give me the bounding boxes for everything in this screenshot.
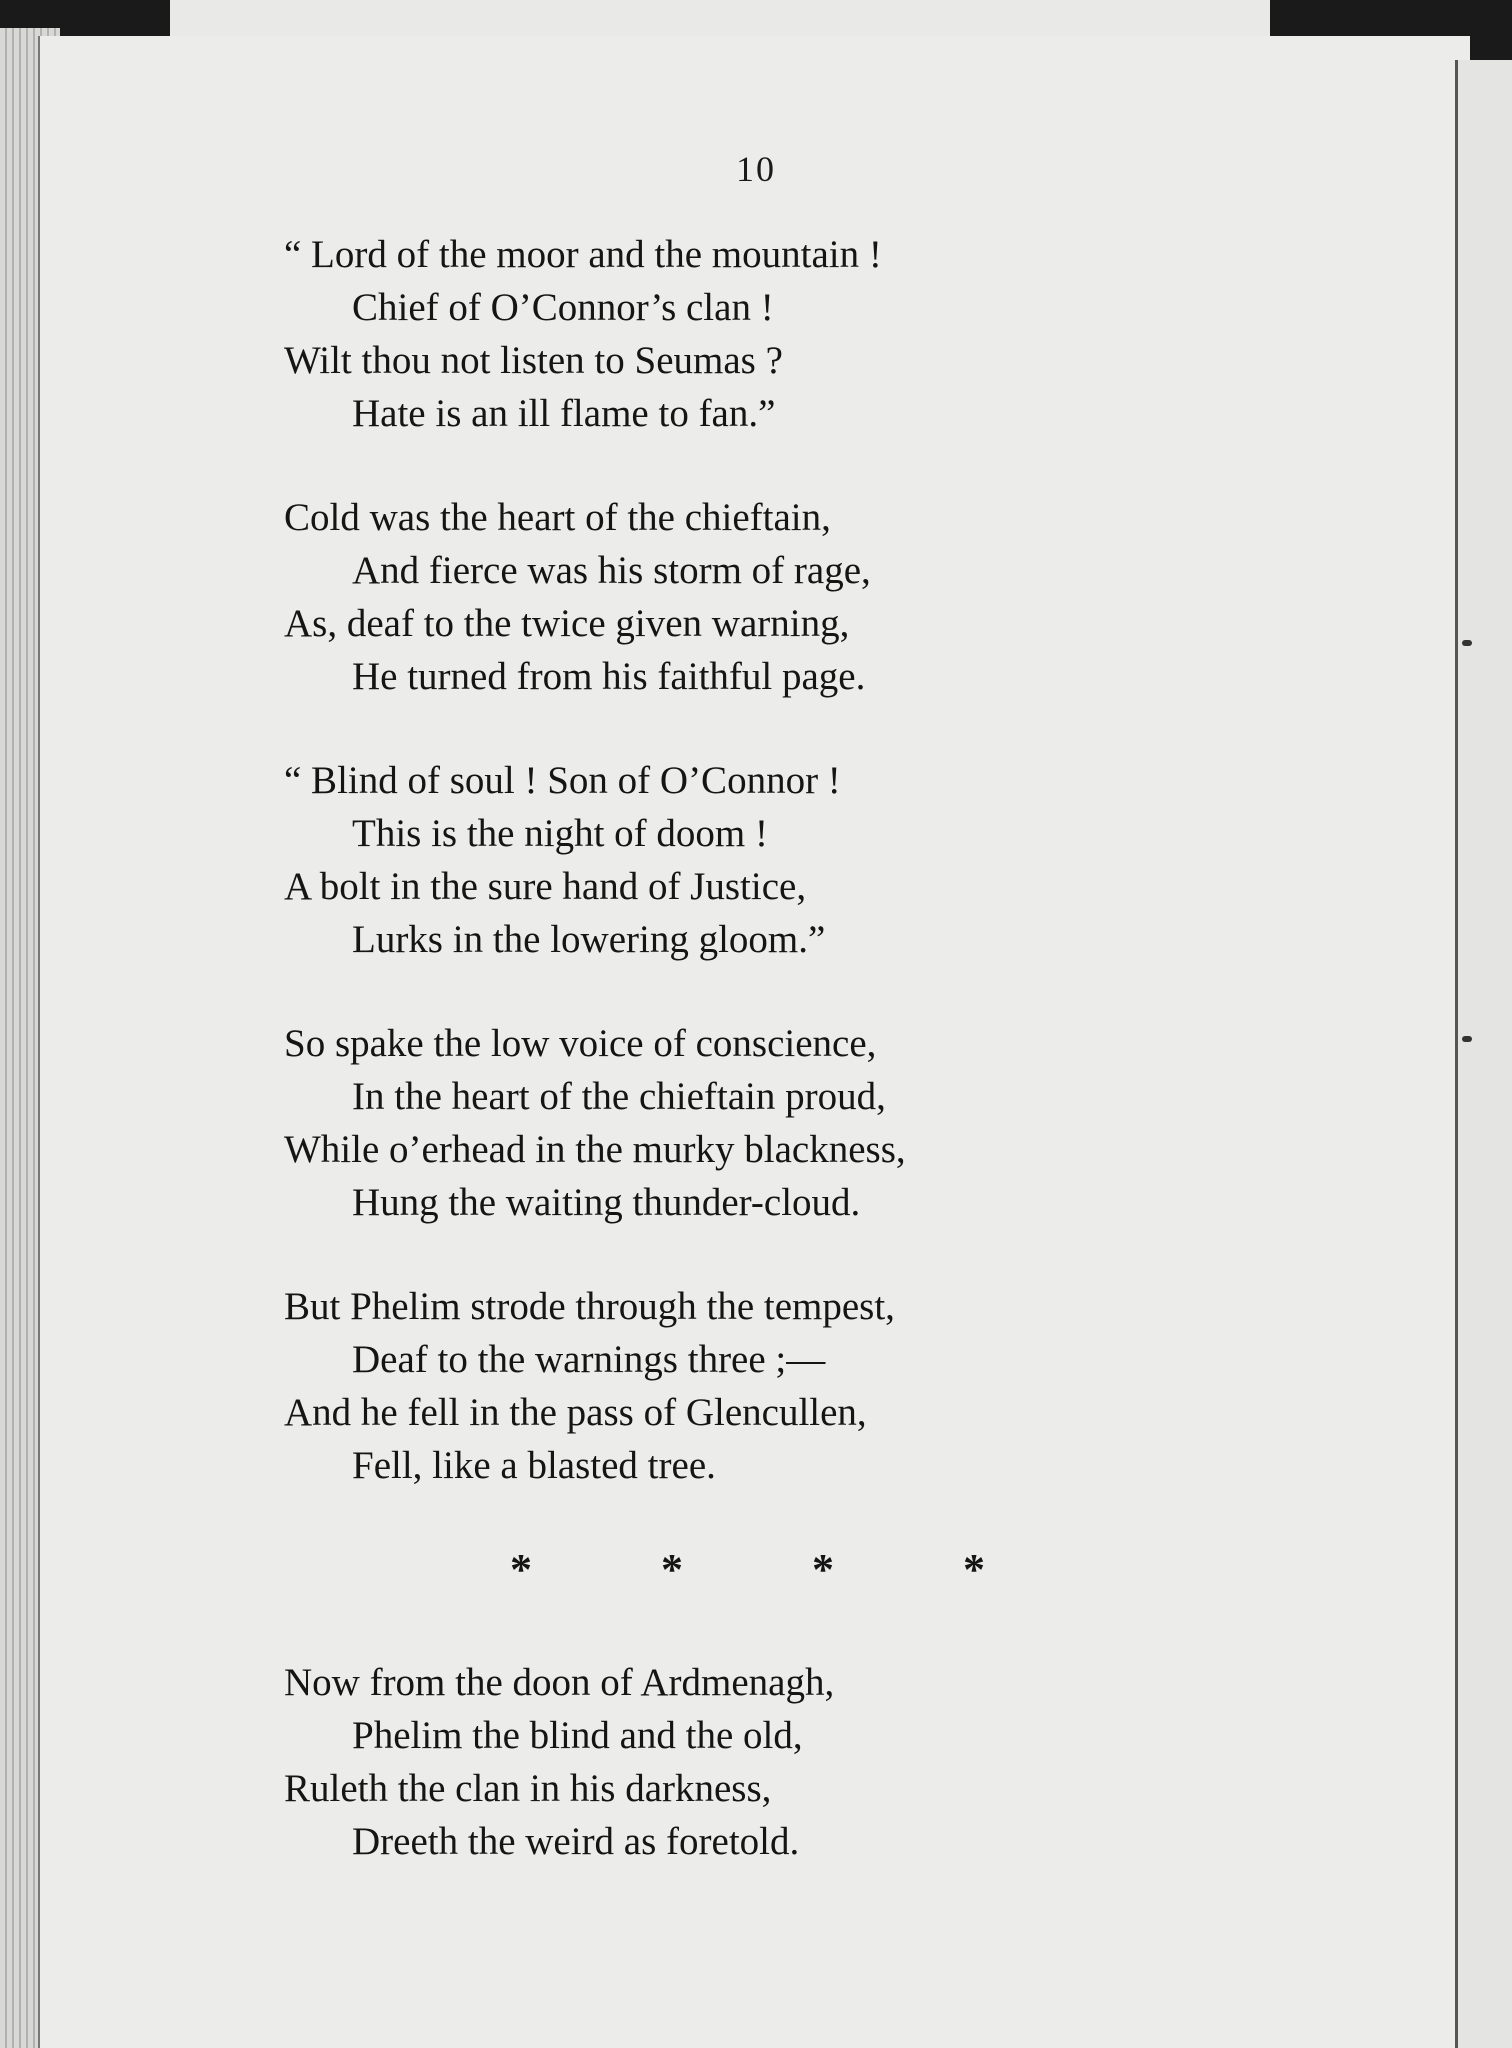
poem-line: Hate is an ill flame to fan.”: [352, 392, 776, 435]
poem-line: As, deaf to the twice given warning,: [284, 602, 850, 645]
asterisk: *: [812, 1545, 834, 1594]
margin-mark: [1462, 640, 1472, 646]
poem-line: Deaf to the warnings three ;—: [352, 1338, 826, 1381]
poem-line: In the heart of the chieftain proud,: [352, 1075, 886, 1118]
stanza: [284, 754, 1384, 966]
poem-line: And he fell in the pass of Glencullen,: [284, 1391, 867, 1434]
poem-line: Fell, like a blasted tree.: [352, 1444, 716, 1487]
asterisk: *: [510, 1545, 532, 1594]
poem-line: So spake the low voice of conscience,: [284, 1022, 877, 1065]
asterisk: *: [661, 1545, 683, 1594]
stanza: [284, 491, 1384, 703]
poem-line: He turned from his faithful page.: [352, 655, 866, 698]
page-number: 10: [736, 149, 776, 189]
poem-line: A bolt in the sure hand of Justice,: [284, 865, 807, 908]
poem-line: Cold was the heart of the chieftain,: [284, 496, 831, 539]
poem-line: Lurks in the lowering gloom.”: [352, 918, 826, 961]
poem-line: Dreeth the weird as foretold.: [352, 1820, 800, 1863]
section-break: [510, 1543, 985, 1596]
poem-line: Now from the doon of Ardmenagh,: [284, 1661, 835, 1704]
stanza: [284, 228, 1384, 440]
poem-line: Hung the waiting thunder-cloud.: [352, 1181, 861, 1224]
stanza: [284, 1017, 1384, 1229]
margin-mark: [1462, 1036, 1472, 1042]
poem-line: This is the night of doom !: [352, 812, 768, 855]
poem-line: Wilt thou not listen to Seumas ?: [284, 339, 783, 382]
poem-line: But Phelim strode through the tempest,: [284, 1285, 895, 1328]
poem-line: While o’erhead in the murky blackness,: [284, 1128, 906, 1171]
next-leaf-edge: [1455, 60, 1512, 2048]
poem-line: “ Blind of soul ! Son of O’Connor !: [284, 759, 841, 802]
poem-line: Ruleth the clan in his darkness,: [284, 1767, 772, 1810]
poem-line: And fierce was his storm of rage,: [352, 549, 871, 592]
poem-line: Chief of O’Connor’s clan !: [352, 286, 774, 329]
poem-line: Phelim the blind and the old,: [352, 1714, 803, 1757]
asterisk: *: [963, 1545, 985, 1594]
section-break-spacer: [284, 1596, 1384, 1656]
poem-body: [284, 228, 1384, 1919]
stanza: [284, 1280, 1384, 1492]
stanza: [284, 1656, 1384, 1868]
poem-line: “ Lord of the moor and the mountain !: [284, 233, 882, 276]
